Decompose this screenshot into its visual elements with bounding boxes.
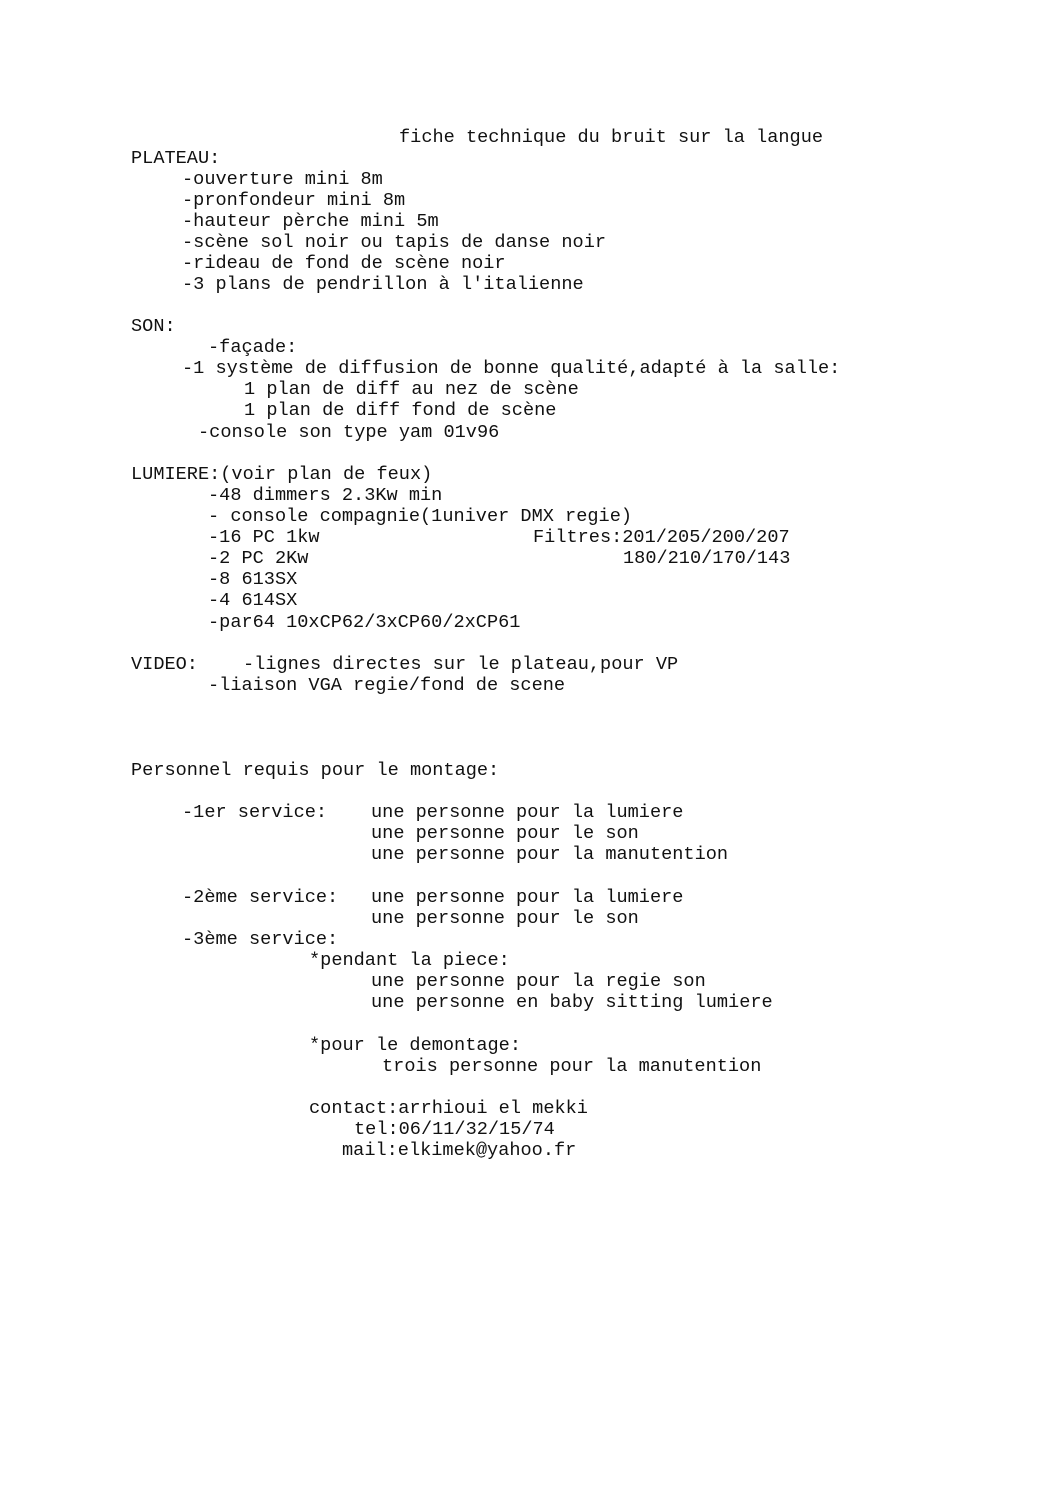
text-line: -rideau de fond de scène noir xyxy=(182,253,506,274)
text-line: trois personne pour la manutention xyxy=(382,1056,762,1077)
text-line: -1 système de diffusion de bonne qualité,adapté à la salle: xyxy=(182,358,841,379)
text-line: - console compagnie(1univer DMX regie) xyxy=(208,506,633,527)
contact-name: contact:arrhioui el mekki xyxy=(309,1098,588,1119)
text-line: -16 PC 1kw xyxy=(208,527,320,548)
text-line: -3 plans de pendrillon à l'italienne xyxy=(182,274,584,295)
text-line: *pendant la piece: xyxy=(309,950,510,971)
contact-phone: tel:06/11/32/15/74 xyxy=(354,1119,555,1140)
text-line: une personne en baby sitting lumiere xyxy=(371,992,773,1013)
text-line: Filtres:201/205/200/207 xyxy=(533,527,790,548)
text-line: -4 614SX xyxy=(208,590,298,611)
text-line: -console son type yam 01v96 xyxy=(198,422,500,443)
text-line: -1er service: xyxy=(182,802,328,823)
text-line: une personne pour le son xyxy=(371,823,639,844)
text-line: -pronfondeur mini 8m xyxy=(182,190,406,211)
text-line: 1 plan de diff au nez de scène xyxy=(244,379,579,400)
text-line: une personne pour le son xyxy=(371,908,639,929)
text-line: -lignes directes sur le plateau,pour VP xyxy=(243,654,679,675)
text-line: une personne pour la manutention xyxy=(371,844,729,865)
text-line: -3ème service: xyxy=(182,929,339,950)
text-line: une personne pour la lumiere xyxy=(371,802,684,823)
section-heading-plateau: PLATEAU: xyxy=(131,148,221,169)
contact-email: mail:elkimek@yahoo.fr xyxy=(342,1140,577,1161)
text-line: -scène sol noir ou tapis de danse noir xyxy=(182,232,607,253)
section-heading-personnel: Personnel requis pour le montage: xyxy=(131,760,500,781)
text-line: -façade: xyxy=(208,337,298,358)
document-title: fiche technique du bruit sur la langue xyxy=(399,127,824,148)
text-line: -hauteur pèrche mini 5m xyxy=(182,211,439,232)
text-line: une personne pour la lumiere xyxy=(371,887,684,908)
text-line: -par64 10xCP62/3xCP60/2xCP61 xyxy=(208,612,521,633)
text-line: -2ème service: xyxy=(182,887,339,908)
text-line: -48 dimmers 2.3Kw min xyxy=(208,485,443,506)
section-heading-video: VIDEO: xyxy=(131,654,198,675)
text-line: *pour le demontage: xyxy=(309,1035,522,1056)
text-line: -liaison VGA regie/fond de scene xyxy=(208,675,566,696)
text-line: 1 plan de diff fond de scène xyxy=(244,400,557,421)
text-line: 180/210/170/143 xyxy=(623,548,791,569)
text-line: -8 613SX xyxy=(208,569,298,590)
text-line: -2 PC 2Kw xyxy=(208,548,309,569)
text-line: -ouverture mini 8m xyxy=(182,169,383,190)
section-heading-lumiere: LUMIERE:(voir plan de feux) xyxy=(131,464,433,485)
text-line: une personne pour la regie son xyxy=(371,971,706,992)
section-heading-son: SON: xyxy=(131,316,176,337)
